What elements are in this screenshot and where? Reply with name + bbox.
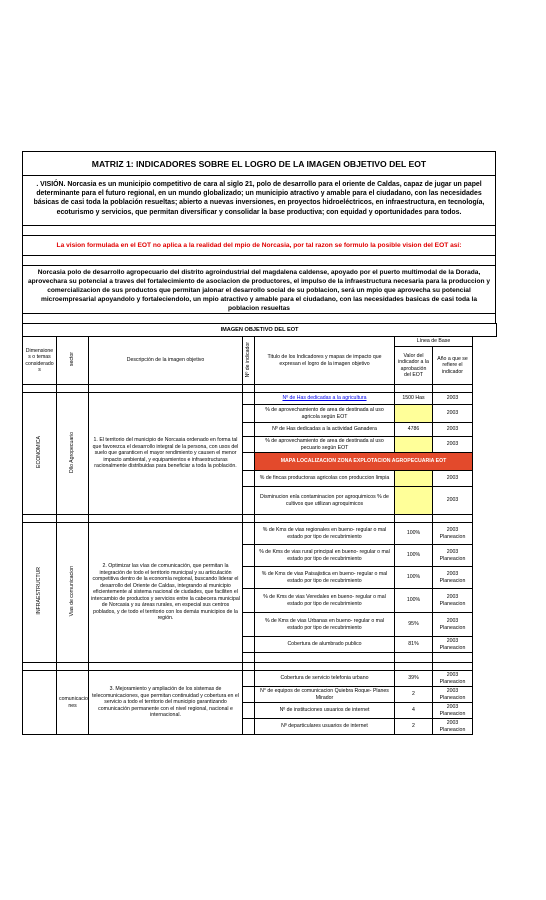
indicator-number	[243, 613, 255, 637]
indicator-number	[243, 589, 255, 613]
indicator-year: 2003 Planeacion	[433, 719, 473, 735]
indicator-year: 2003 Planeacion	[433, 589, 473, 613]
indicator-number	[243, 523, 255, 545]
blank-cell	[473, 337, 497, 385]
header-dimensiones: Dimensione s o temas considerado s	[23, 337, 57, 385]
indicator-year: 2003	[433, 405, 473, 423]
indicator-value: 1500 Has	[395, 393, 433, 405]
indicator-number	[243, 423, 255, 437]
indicator-value: 100%	[395, 589, 433, 613]
indicator-value: 2	[395, 719, 433, 735]
dimension-blank	[23, 671, 57, 735]
indicator-title[interactable]: Nº de Has dedicadas a la agricultura	[255, 393, 395, 405]
indicator-value: 95%	[395, 613, 433, 637]
matrix-title: MATRIZ 1: INDICADORES SOBRE EL LOGRO DE LA IMAGEN OBJETIVO DEL EOT	[22, 151, 496, 175]
vision-statement: . VISIÓN. Norcasia es un municipio competitivo de cara al siglo 21, polo de desarrollo para el oriente de Caldas, capaz de jugar un papel determinante para el futuro regional, en un mundo globalizado; un municipio atractivo y amable para el ciudadano, con las necesidades básicas de casi toda la población resueltas; abierto a nuevas inversiones, en proyectos hidroeléctricos, en infraestructura, en tecnología, ecoturismo y servicios, que permitan diversificar y consolidar la base productiva; con equidad y oportunidades para todos.	[22, 175, 496, 225]
indicator-number	[243, 487, 255, 515]
indicator-title: Nº departiculares usuarios de internet	[255, 719, 395, 735]
map-indicator: MAPA LOCALIZACION ZONA EXPLOTACION AGROPECUARIA EOT	[255, 453, 473, 471]
indicator-title: Cobertura de alumbrado publico	[255, 637, 395, 653]
indicator-title: % de fincas productoras agricolas con produccion limpia	[255, 471, 395, 487]
sector-vias-text: Vias de comunicacion	[69, 566, 76, 617]
indicator-number	[243, 653, 255, 663]
indicator-title: N° de equipos de comunicacion Quiebra Roque- Planes Mirador	[255, 687, 395, 703]
indicator-number	[243, 719, 255, 735]
indicator-value: 100%	[395, 523, 433, 545]
sector-agropecuario	[57, 393, 89, 515]
indicator-number	[243, 671, 255, 687]
indicator-year: 2003 Planeacion	[433, 567, 473, 589]
indicator-title: % de Kms de vias Urbanas en bueno- regular o mal estado por tipo de recubrimiento	[255, 613, 395, 637]
indicator-title: % de Kms de vias regionales en bueno- regular o mal estado por tipo de recubrimiento	[255, 523, 395, 545]
indicator-year: 2003 Planeacion	[433, 687, 473, 703]
spacer	[22, 225, 496, 235]
header-anio: Año a que se refiere el indicador	[433, 347, 473, 385]
sector-agropecuario-text: Dllo Agropecuario	[69, 431, 76, 473]
header-num-indicador	[243, 337, 255, 385]
indicator-value	[395, 405, 433, 423]
dimension-infraestructura-text: INFRAESTRUCTUR	[36, 567, 43, 616]
indicator-value: 4	[395, 703, 433, 719]
indicator-value	[395, 487, 433, 515]
indicator-year: 2003 Planeacion	[433, 637, 473, 653]
indicator-number	[243, 687, 255, 703]
indicator-value: 2	[395, 687, 433, 703]
indicator-title	[255, 653, 395, 663]
indicator-year: 2003 Planeacion	[433, 703, 473, 719]
sector-vias	[57, 523, 89, 663]
indicator-number	[243, 437, 255, 453]
indicator-title: Nº de instituciones usuarios de internet	[255, 703, 395, 719]
description-infraestructura: 2. Optimizar las vías de comunicación, que permitan la integración de todo el territorio municipal y su articulación competitiva dentro de la economía regional, buscando liderar el desarrollo del Oriente de Caldas, integrando al municipio eficientemente al sistema nacional de ciudades, que faciliten el intercambio de productos y servicios entre la cabecera municipal de Norcasia y su áreas rurales, en especial sus centros poblados, y de todo el territorio con los demás municipios de la región.	[89, 523, 243, 663]
header-valor: Valor del indicador a la aprobación del EOT	[395, 347, 433, 385]
indicator-year: 2003	[433, 423, 473, 437]
matrix-sheet	[22, 151, 496, 735]
indicator-value: 39%	[395, 671, 433, 687]
indicator-title: Disminucion enla contaminacion por agroquimicos % de cultivos que utilizan agroquimicos	[255, 487, 395, 515]
indicator-number	[243, 453, 255, 471]
indicator-value	[395, 653, 433, 663]
header-titulo: Titulo de los Indicadores y mapas de impacto que expresan el logro de la imagen objetivo	[255, 337, 395, 385]
indicator-title: Cobertura de servicio telefonia urbano	[255, 671, 395, 687]
indicator-title: % de aprovechamiento de area de destinada al uso agricola según EOT	[255, 405, 395, 423]
indicator-number	[243, 567, 255, 589]
indicator-year: 2003 Planeacion	[433, 545, 473, 567]
vision-notice: La vision formulada en el EOT no aplica a la realidad del mpio de Norcasia, por tal razon se formulo la posible vision del EOT así:	[22, 235, 496, 255]
description-economica: 1. El territorio del municipio de Norcasia ordenado en forma tal que favorezca el desarrollo integral de la persona, con usos del suelo que garanticen el mayor rendimiento y causen el menor impacto ambiental, y equipamientos e infraestructuras racionalmente distribuidas para beneficiar a toda la población.	[89, 393, 243, 515]
indicator-value: 4786	[395, 423, 433, 437]
indicator-year: 2003	[433, 487, 473, 515]
indicator-year	[433, 653, 473, 663]
indicator-title: % de aprovechamiento de area de destinada al uso pecuario según EOT	[255, 437, 395, 453]
sector-comunicaciones: comunicacio nes	[57, 671, 89, 735]
dimension-economica-text: ECONOMICA	[36, 436, 43, 469]
indicator-number	[243, 471, 255, 487]
indicator-year: 2003 Planeacion	[433, 613, 473, 637]
indicator-title: % de Kms de vias Paisajistica en bueno- regular o mal estado por tipo de recubrimiento	[255, 567, 395, 589]
indicator-number	[243, 545, 255, 567]
indicator-number	[243, 703, 255, 719]
indicator-title: % de Kms de vias Veredales en bueno- regular o mal estado por tipo de recubrimiento	[255, 589, 395, 613]
indicator-year: 2003	[433, 393, 473, 405]
header-sector	[57, 337, 89, 385]
indicator-number	[243, 637, 255, 653]
header-descripcion: Descripción de la imagen objetivo	[89, 337, 243, 385]
spacer	[22, 255, 496, 265]
indicator-year: 2003 Planeacion	[433, 671, 473, 687]
indicator-number	[243, 393, 255, 405]
indicator-title: % de Kms de vias rural principal en bueno- regular o mal estado por tipo de recubrimiento	[255, 545, 395, 567]
indicator-value: 100%	[395, 567, 433, 589]
header-num-indicador-text: Nº de indicador	[245, 341, 252, 377]
indicator-value	[395, 437, 433, 453]
indicator-value	[395, 471, 433, 487]
indicator-year: 2003 Planeacion	[433, 523, 473, 545]
indicator-year: 2003	[433, 437, 473, 453]
indicators-table	[22, 323, 497, 735]
indicator-year: 2003	[433, 471, 473, 487]
indicator-value: 100%	[395, 545, 433, 567]
section-title: IMAGEN OBJETIVO DEL EOT	[23, 324, 497, 337]
indicator-number	[243, 405, 255, 423]
dimension-economica	[23, 393, 57, 515]
proposed-vision: Norcasia polo de desarrollo agropecuario del distrito agroindustrial del magdalena caldense, apoyado por el puerto multimodal de la Dorada, aprovechara su potencial a traves del fortalecimiento de asociacion de productores, el impulso de la infraestructura necesaria para la produccion y comercializacion de sus productos que permitan jalonar el desarrollo social de su poblacion, será un mpio que aprovecha su potencial microempresarial apoyandolo y fortaleciendolo, un mpio atractivo y amable para el ciudadano, con las necesidades basicas de casi toda la poblacion resueltas	[22, 265, 496, 313]
indicator-title: Nº de Has dedicadas a la actividad Ganadera	[255, 423, 395, 437]
header-linea-base: Línea de Base	[395, 337, 473, 347]
indicator-value: 81%	[395, 637, 433, 653]
header-sector-text: sector	[69, 352, 76, 367]
description-comunicaciones: 3. Mejoramiento y ampliación de los sistemas de telecomunicaciones, que permitan continuidad y cobertura en el servicio a todo el territorio del municipio garantizando comunicación permanente con el nivel regional, nacional e internacional.	[89, 671, 243, 735]
spacer	[22, 313, 496, 323]
dimension-infraestructura	[23, 523, 57, 663]
